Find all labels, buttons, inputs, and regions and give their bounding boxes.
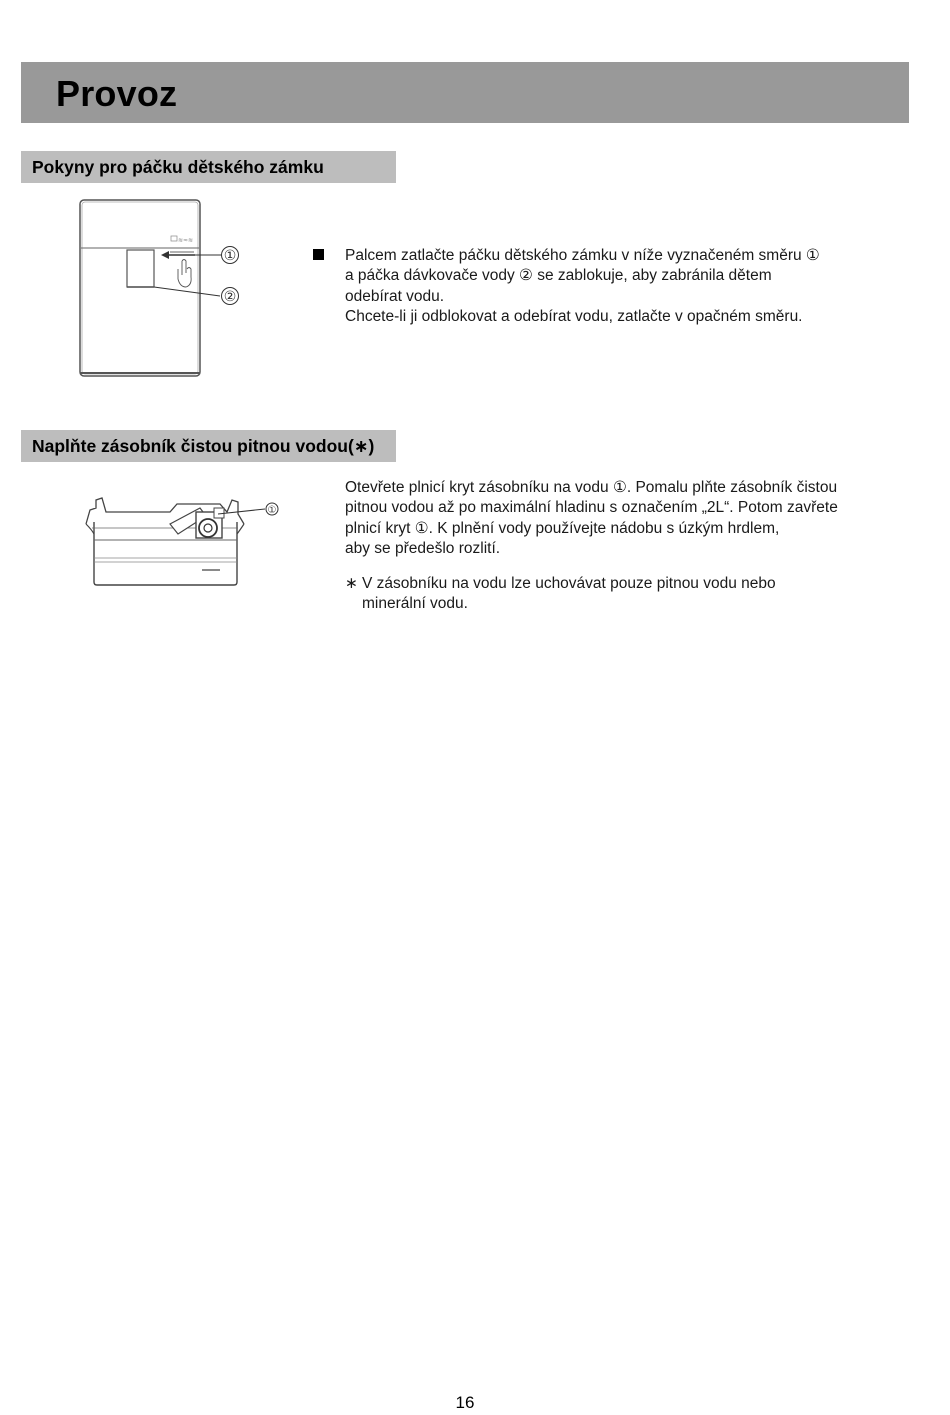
- callout-label: ①: [267, 505, 277, 516]
- text-line: Palcem zatlačte páčku dětského zámku v níže vyznačeném směru ①: [345, 247, 820, 264]
- text-line: Chcete-li ji odblokovat a odebírat vodu, zatlačte v opačném směru.: [345, 307, 803, 325]
- text-line: pitnou vodou až po maximální hladinu s označením „2L“. Potom zavřete: [345, 499, 838, 517]
- svg-text:≋≈≋: ≋≈≋: [178, 237, 194, 244]
- text-line: plnicí kryt ①. K plnění vody používejte nádobu s úzkým hrdlem,: [345, 519, 780, 537]
- child-lock-instructions: [345, 246, 905, 327]
- fill-tank-instructions: [345, 478, 925, 559]
- section-heading-child-lock: [21, 151, 396, 183]
- text-line: aby se předešlo rozlití.: [345, 539, 501, 557]
- callout-label-1: ①: [223, 248, 237, 264]
- note-line: minerální vodu.: [362, 595, 468, 612]
- page-number: 16: [455, 1393, 475, 1412]
- note-marker: ∗: [345, 575, 358, 592]
- page-title: Provoz: [56, 73, 178, 114]
- text-line: Otevřete plnicí kryt zásobníku na vodu ①. Pomalu plňte zásobník čistou: [345, 479, 838, 496]
- water-tank-illustration: [82, 490, 292, 590]
- section-heading-fill-tank: [21, 430, 396, 462]
- text-line: odebírat vodu.: [345, 287, 445, 305]
- section-heading-text: Naplňte zásobník čistou pitnou vodou(∗): [32, 436, 375, 456]
- door-outline: [80, 200, 200, 376]
- bullet-square: [313, 249, 324, 260]
- note-line: V zásobníku na vodu lze uchovávat pouze pitnou vodu nebo: [362, 575, 776, 592]
- callout-label-2: ②: [223, 289, 237, 305]
- section-heading-text: Pokyny pro páčku dětského zámku: [32, 157, 324, 177]
- text-line: a páčka dávkovače vody ② se zablokuje, aby zabránila dětem: [345, 267, 772, 285]
- child-lock-illustration: [70, 195, 260, 385]
- page-title-bar: [21, 62, 909, 123]
- drinking-water-note: [345, 574, 862, 614]
